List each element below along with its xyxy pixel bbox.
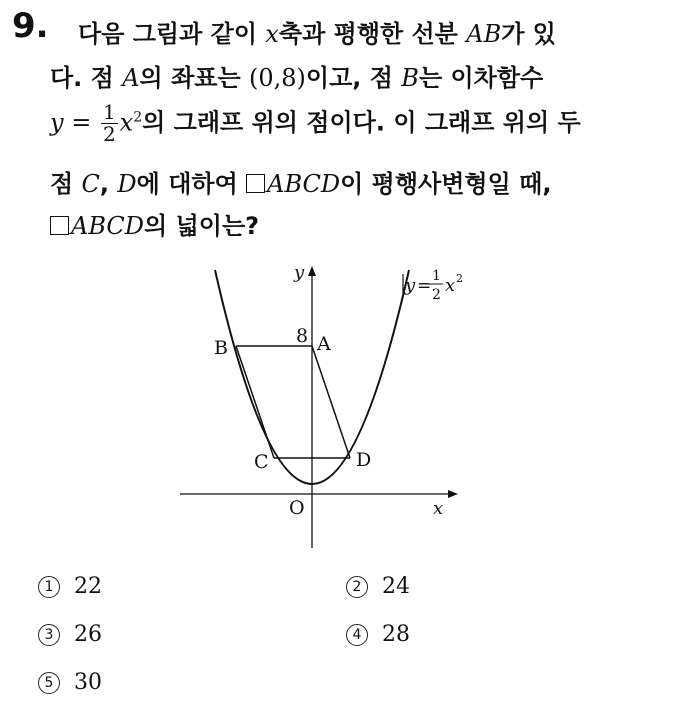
y-value-8-label: 8 — [296, 325, 309, 347]
curve-equation-label — [403, 268, 463, 303]
quadrilateral-symbol-icon — [50, 216, 69, 235]
segment-AD — [312, 346, 350, 458]
choice-value: 22 — [74, 574, 102, 599]
curve-label-denominator: 2 — [432, 287, 441, 303]
parabola-graph — [170, 258, 470, 553]
curve-label-x: x — [445, 275, 456, 296]
exponent: 2 — [133, 109, 143, 126]
x-axis-arrow-icon — [448, 490, 458, 498]
text-segment: 점 — [50, 170, 82, 198]
point-A-label: A — [317, 333, 331, 355]
choice-value: 24 — [382, 574, 410, 599]
y-axis-arrow-icon — [308, 266, 316, 276]
choice-marker-icon: 5 — [38, 672, 60, 694]
choice-3[interactable] — [38, 622, 102, 647]
math-equals: = — [63, 108, 99, 137]
choice-marker-icon: 4 — [346, 624, 368, 646]
math-ab: AB — [466, 20, 502, 48]
math-y: y — [50, 108, 64, 137]
math-ABCD: ABCD — [71, 212, 145, 240]
question-line-1 — [78, 14, 556, 49]
text-segment: 가 있 — [501, 20, 556, 48]
math-x: x — [265, 20, 279, 48]
question-line-3 — [50, 102, 581, 145]
choice-1[interactable] — [38, 574, 102, 599]
choice-marker-icon: 1 — [38, 576, 60, 598]
origin-label: O — [289, 497, 305, 519]
math-C: C — [81, 170, 100, 198]
curve-label-exponent: 2 — [456, 272, 463, 285]
curve-label-equals: = — [417, 276, 432, 296]
text-segment: , — [99, 170, 118, 198]
math-coordinate: (0,8) — [249, 64, 306, 92]
text-segment: 의 좌표는 — [139, 64, 249, 92]
text-segment: 의 넓이는? — [144, 212, 260, 240]
math-x: x — [119, 108, 134, 137]
segment-BC — [236, 346, 274, 458]
math-B: B — [401, 64, 419, 92]
text-segment: 의 그래프 위의 점이다. 이 그래프 위의 두 — [142, 108, 581, 137]
question-line-4 — [50, 164, 551, 199]
choice-value: 30 — [74, 670, 102, 695]
choice-5[interactable] — [38, 670, 102, 695]
fraction-numerator: 1 — [102, 100, 116, 124]
choice-marker-icon: 2 — [346, 576, 368, 598]
y-axis-label: y — [294, 262, 305, 283]
point-B-label: B — [214, 337, 228, 359]
math-D: D — [117, 170, 137, 198]
text-segment: 축과 평행한 선분 — [278, 20, 467, 48]
math-ABCD: ABCD — [267, 170, 341, 198]
text-segment: 는 이차함수 — [418, 64, 544, 92]
point-D-label: D — [356, 449, 372, 471]
choice-2[interactable] — [346, 574, 410, 599]
fraction-denominator: 2 — [102, 122, 116, 146]
choice-4[interactable] — [346, 622, 410, 647]
point-C-label: C — [254, 451, 269, 473]
text-segment: 이고, 점 — [305, 64, 402, 92]
x-axis-label: x — [433, 498, 444, 519]
text-segment: 에 대하여 — [136, 170, 247, 198]
choice-value: 26 — [74, 622, 102, 647]
curve-label-numerator: 1 — [432, 268, 441, 284]
question-line-2 — [50, 58, 543, 93]
choice-value: 28 — [382, 622, 410, 647]
question-line-5 — [50, 206, 259, 241]
text-segment: 다음 그림과 같이 — [78, 20, 266, 48]
text-segment: 다. 점 — [50, 64, 123, 92]
math-A: A — [122, 64, 140, 92]
curve-label-y: y — [405, 275, 416, 296]
question-number: 9. — [12, 6, 49, 46]
choice-marker-icon: 3 — [38, 624, 60, 646]
text-segment: 이 평행사변형일 때, — [340, 170, 552, 198]
quadrilateral-symbol-icon — [246, 174, 265, 193]
fraction-one-half — [101, 102, 118, 145]
